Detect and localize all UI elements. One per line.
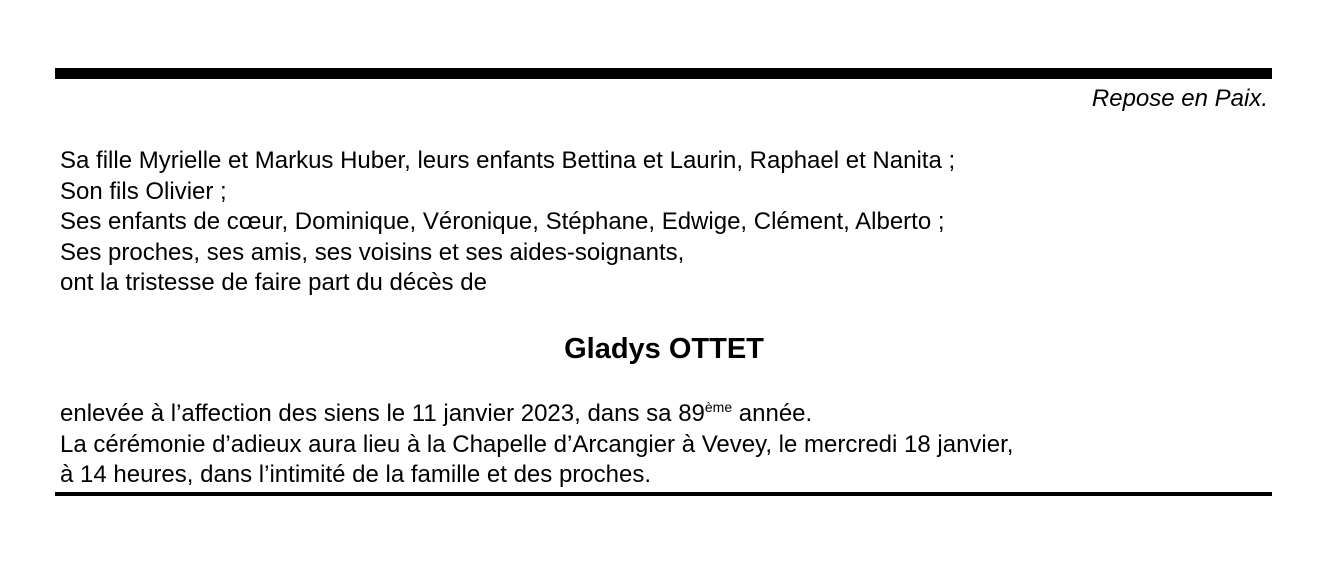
details-line-3: à 14 heures, dans l’intimité de la famille et des proches. [60,461,651,488]
family-announcement [60,146,955,299]
family-line: ont la tristesse de faire part du décès de [60,269,487,296]
details-line-1-text: enlevée à l’affection des siens le 11 janvier 2023, dans sa 89 [60,400,705,427]
family-line: Son fils Olivier ; [60,177,227,205]
details-line-2: La cérémonie d’adieux aura lieu à la Chapelle d’Arcangier à Vevey, le mercredi 18 janvier, [60,430,1014,458]
details-line-1-end: année. [732,400,813,427]
family-line: Sa fille Myrielle et Markus Huber, leurs enfants Bettina et Laurin, Raphael et Nanita ; [60,147,956,174]
top-border-rule [55,68,1272,79]
family-line: Ses proches, ses amis, ses voisins et ses aides-soignants, [60,238,685,266]
funeral-details [60,399,1013,491]
bottom-border-rule [55,492,1272,496]
ordinal-superscript: ème [704,399,733,415]
family-line: Ses enfants de cœur, Dominique, Véronique, Stéphane, Edwige, Clément, Alberto ; [60,208,945,235]
motto: Repose en Paix. [1091,85,1268,112]
deceased-name: Gladys OTTET [564,333,764,365]
details-line-1 [60,399,1013,430]
